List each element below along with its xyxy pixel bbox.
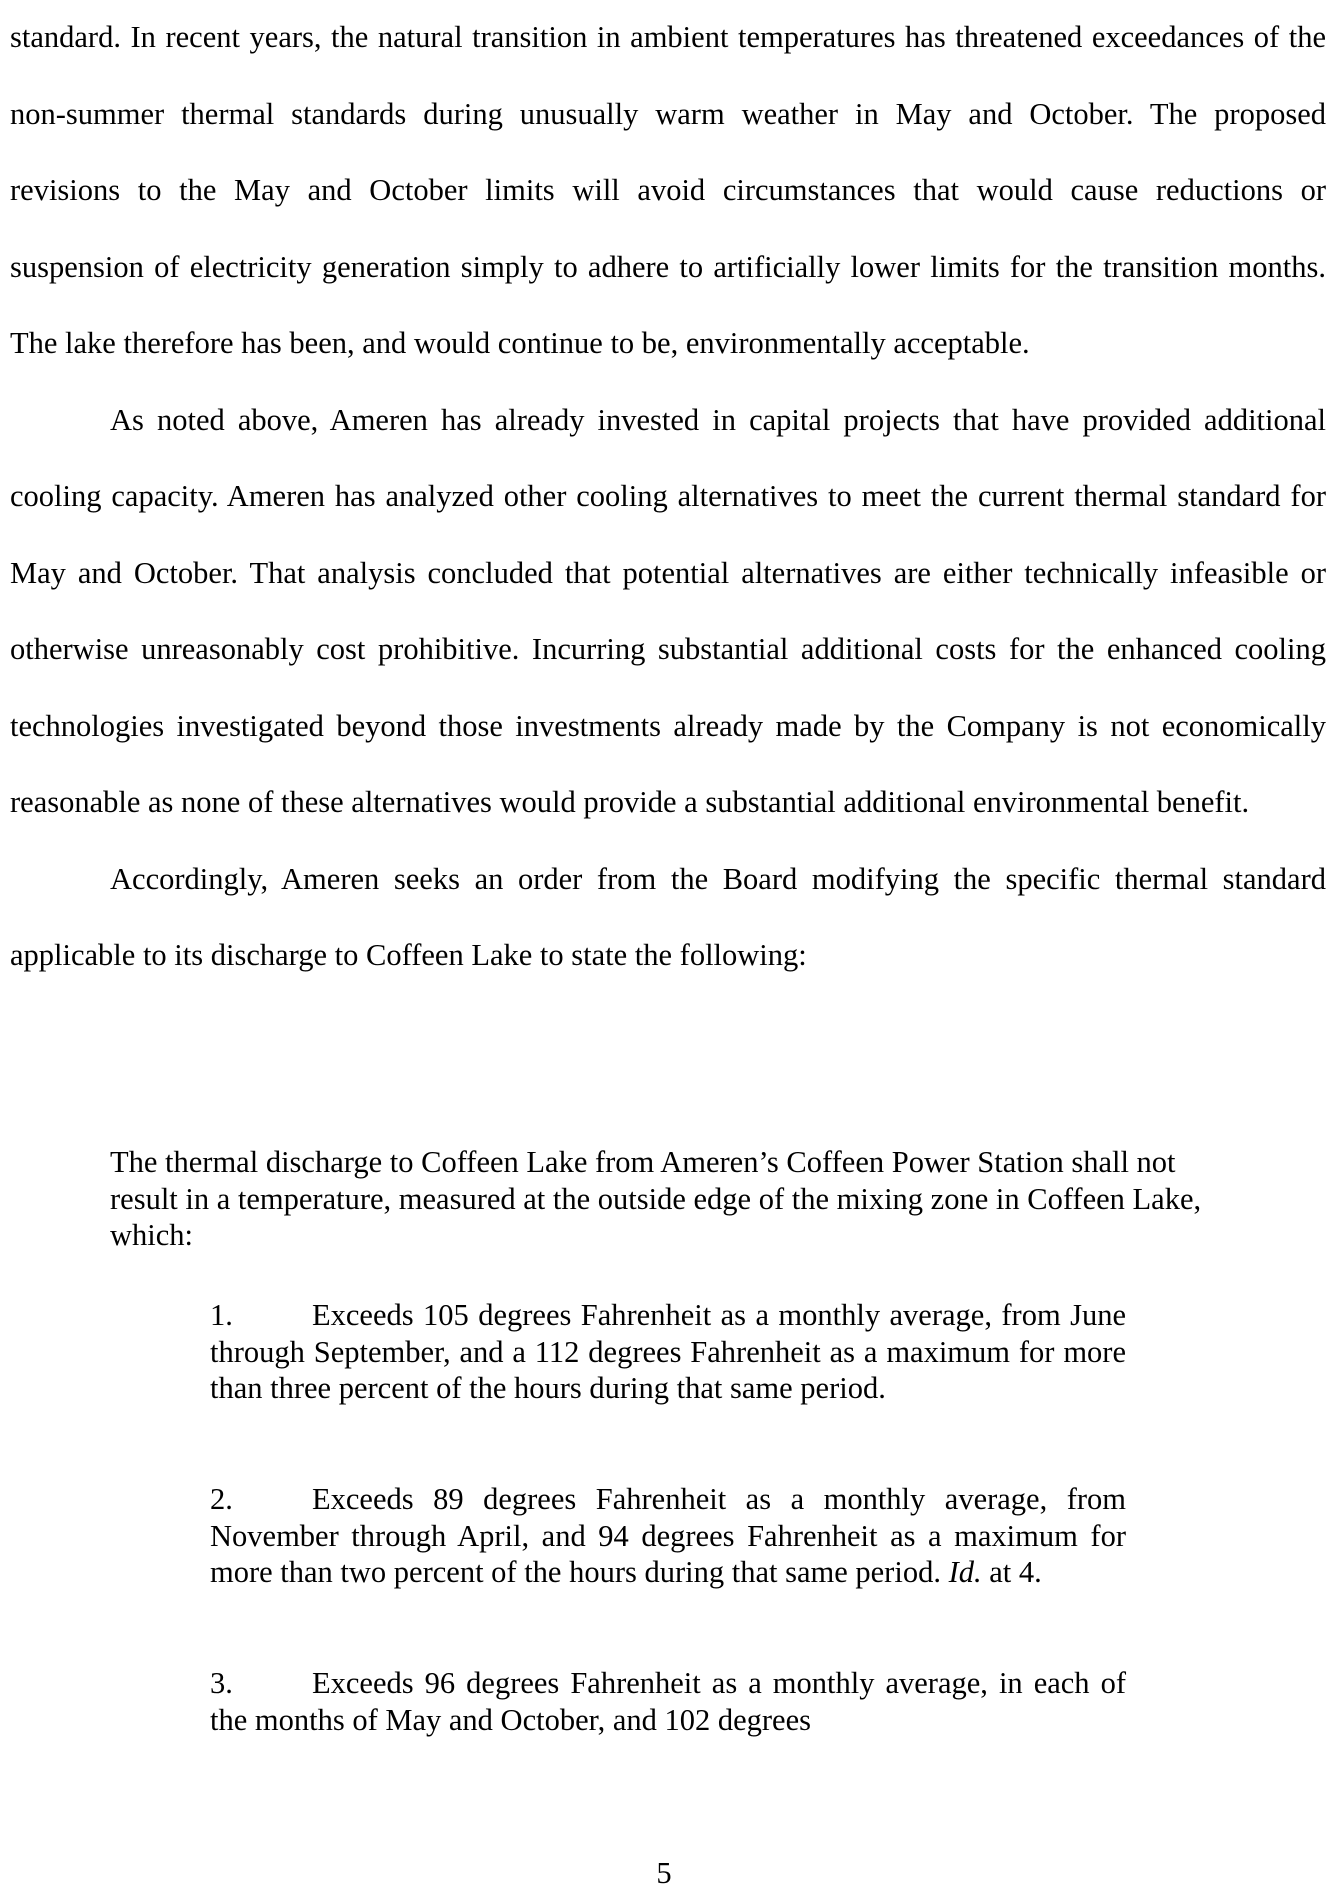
paragraph-order-request: Accordingly, Ameren seeks an order from the Board modifying the specific thermal standard applicable to its discharge to Coffeen Lake to state the following: xyxy=(10,861,1326,972)
citation-pinpoint: at 4. xyxy=(981,1555,1042,1589)
page-number: 5 xyxy=(656,1856,672,1890)
paragraph-cooling-alternatives: As noted above, Ameren has already invested in capital projects that have provided additional cooling capacity. Ameren has analyzed other cooling alternatives to meet the current thermal standard for May and October. That analysis concluded that potential alternatives are either technically infeasible or otherwise unreasonably cost prohibitive. Incurring substantial additional costs for the enhanced cooling technologies investigated beyond those investments already made by the Company is not economically reasonable as none of these alternatives would provide a substantial additional environmental benefit. xyxy=(10,402,1326,819)
list-item-text: Exceeds 105 degrees Fahrenheit as a monthly average, from June through September, and a 112 degrees Fahrenheit as a maximum for more than three percent of the hours during that same period. xyxy=(210,1298,1126,1405)
list-item-number: 1. xyxy=(210,1298,233,1332)
body-text xyxy=(10,0,1326,994)
list-item-text: Exceeds 89 degrees Fahrenheit as a monthly average, from November through April, and 94 degrees Fahrenheit as a maximum for more than two percent of the hours during that same period. xyxy=(210,1482,1126,1589)
list-item-number: 3. xyxy=(210,1666,233,1700)
citation-italic: Id. xyxy=(948,1555,982,1589)
list-item xyxy=(210,1665,1126,1738)
paragraph-continuation: standard. In recent years, the natural transition in ambient temperatures has threatened exceedances of the non-summer thermal standards during unusually warm weather in May and October. The proposed revisions to the May and October limits will avoid circumstances that would cause reductions or suspension of electricity generation simply to adhere to artificially lower limits for the transition months. The lake therefore has been, and would continue to be, environmentally acceptable. xyxy=(10,20,1326,360)
list-item xyxy=(210,1481,1126,1591)
list-item xyxy=(210,1297,1126,1407)
list-item-number: 2. xyxy=(210,1482,233,1516)
block-quote: The thermal discharge to Coffeen Lake from Ameren’s Coffeen Power Station shall not result in a temperature, measured at the outside edge of the mixing zone in Coffeen Lake, which: xyxy=(110,1145,1202,1252)
list-item-text: Exceeds 96 degrees Fahrenheit as a monthly average, in each of the months of May and October, and 102 degrees xyxy=(210,1666,1126,1737)
